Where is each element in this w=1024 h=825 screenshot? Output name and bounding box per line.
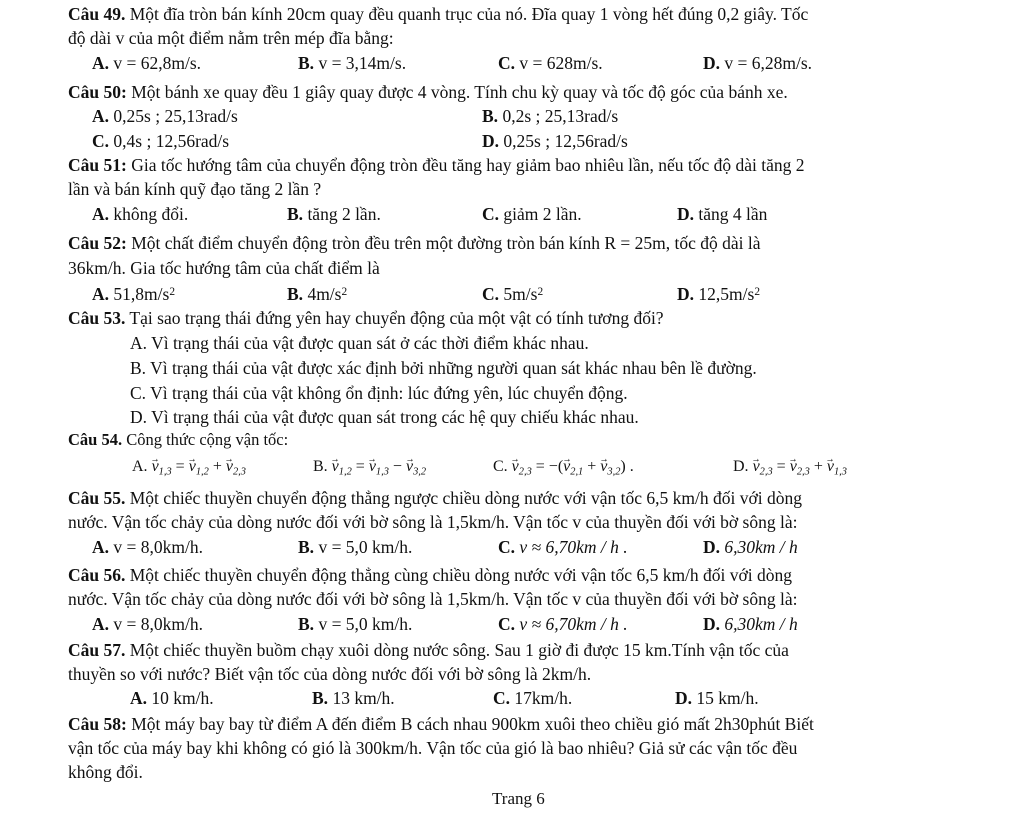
q54-option-c: C. → $v_{2,3}$ = −(→ $v_{2,1}$ + → $v_{3,2}$) .: [493, 456, 634, 484]
question-56-stem: Câu 56. Một chiếc thuyền chuyển động thẳng cùng chiều dòng nước với vận tốc 6,5 km/h đối với dòng: [68, 565, 793, 585]
q57-option-b: B. 13 km/h.: [312, 688, 395, 708]
question-57-stem: Câu 57. Một chiếc thuyền buồm chạy xuôi dòng nước sông. Sau 1 giờ đi được 15 km.Tính vận tốc của: [68, 640, 789, 660]
q53-option-a: A. Vì trạng thái của vật được quan sát ở các thời điểm khác nhau.: [130, 333, 589, 353]
question-50-stem: Câu 50: Một bánh xe quay đều 1 giây quay được 4 vòng. Tính chu kỳ quay và tốc độ góc của bánh xe.: [68, 82, 788, 102]
question-51-stem-cont: lần và bán kính quỹ đạo tăng 2 lần ?: [68, 179, 322, 199]
question-58-stem: Câu 58: Một máy bay bay từ điểm A đến điểm B cách nhau 900km xuôi theo chiều gió mất 2h30phút Biết: [68, 714, 814, 734]
question-55-stem: Câu 55. Một chiếc thuyền chuyển động thẳng ngược chiều dòng nước với vận tốc 6,5 km/h đối với dòng: [68, 488, 803, 508]
q57-option-d: D. 15 km/h.: [675, 688, 759, 708]
q49-option-d: D. v = 6,28m/s.: [703, 53, 813, 73]
question-52-stem: Câu 52: Một chất điểm chuyển động tròn đều trên một đường tròn bán kính R = 25m, tốc độ dài là: [68, 233, 761, 253]
q52-option-b: B. $4m/s^2$: [287, 284, 348, 305]
q54-option-b: B. → $v_{1,2}$ = → $v_{1,3}$ − → $v_{3,2}$: [313, 456, 426, 484]
q50-option-a: A. 0,25s ; 25,13rad/s: [92, 106, 238, 126]
q55-option-b: B. v = 5,0 km/h.: [298, 537, 413, 557]
q53-option-d: D. Vì trạng thái của vật được quan sát trong các hệ quy chiếu khác nhau.: [130, 407, 639, 427]
q51-option-a: A. không đổi.: [92, 204, 189, 224]
question-57-stem-cont: thuyền so với nước? Biết vận tốc của dòng nước đối với bờ sông là 2km/h.: [68, 664, 592, 684]
q55-option-c: C. v ≈ 6,70km / h .: [498, 537, 628, 557]
question-49-stem: Câu 49. Một đĩa tròn bán kính 20cm quay đều quanh trục của nó. Đĩa quay 1 vòng hết đúng 0,2 giây. Tốc: [68, 4, 809, 24]
question-52-stem-cont: 36km/h. Gia tốc hướng tâm của chất điểm là: [68, 258, 380, 278]
q50-option-d: D. 0,25s ; 12,56rad/s: [482, 131, 628, 151]
q52-option-d: D. $12,5m/s^2$: [677, 284, 760, 305]
question-56-stem-cont: nước. Vận tốc chảy của dòng nước đối với bờ sông là 1,5km/h. Vận tốc v của thuyền đối với bờ sông là:: [68, 589, 798, 609]
question-54-stem: Câu 54. Công thức cộng vận tốc:: [68, 430, 289, 449]
question-58-stem-cont: vận tốc của máy bay khi không có gió là 300km/h. Vận tốc của gió là bao nhiêu? Giả sử các vận tốc đều: [68, 738, 798, 758]
q51-option-d: D. tăng 4 lần: [677, 204, 768, 224]
q52-option-c: C. $5m/s^2$: [482, 284, 544, 305]
q51-option-b: B. tăng 2 lần.: [287, 204, 381, 224]
q52-option-a: A. $51,8m/s^2$: [92, 284, 175, 305]
q49-option-a: A. v = 62,8m/s.: [92, 53, 202, 73]
q57-option-a: A. 10 km/h.: [130, 688, 214, 708]
question-58-stem-cont-2: không đổi.: [68, 762, 143, 782]
q56-option-c: C. v ≈ 6,70km / h .: [498, 614, 628, 634]
q54-option-d: D. → $v_{2,3}$ = → $v_{2,3}$ + → $v_{1,3}$: [733, 456, 847, 484]
question-55-stem-cont: nước. Vận tốc chảy của dòng nước đối với bờ sông là 1,5km/h. Vận tốc v của thuyền đối với bờ sông là:: [68, 512, 798, 532]
q49-option-b: B. v = 3,14m/s.: [298, 53, 407, 73]
question-53-stem: Câu 53. Tại sao trạng thái đứng yên hay chuyển động của một vật có tính tương đối?: [68, 308, 664, 328]
q56-option-a: A. v = 8,0km/h.: [92, 614, 203, 634]
q54-option-a: A. → $v_{1,3}$ = → $v_{1,2}$ + → $v_{2,3}$: [132, 456, 246, 484]
q55-option-d: D. 6,30km / h: [703, 537, 798, 557]
q56-option-d: D. 6,30km / h: [703, 614, 798, 634]
q51-option-c: C. giảm 2 lần.: [482, 204, 582, 224]
q57-option-c: C. 17km/h.: [493, 688, 573, 708]
q53-option-c: C. Vì trạng thái của vật không ổn định: lúc đứng yên, lúc chuyển động.: [130, 383, 628, 403]
question-51-stem: Câu 51: Gia tốc hướng tâm của chuyển động tròn đều tăng hay giảm bao nhiêu lần, nếu tốc độ dài tăng 2: [68, 155, 805, 175]
q53-option-b: B. Vì trạng thái của vật được xác định bởi những người quan sát khác nhau bên lề đường.: [130, 358, 757, 378]
q50-option-b: B. 0,2s ; 25,13rad/s: [482, 106, 619, 126]
q56-option-b: B. v = 5,0 km/h.: [298, 614, 413, 634]
q49-option-c: C. v = 628m/s.: [498, 53, 603, 73]
q50-option-c: C. 0,4s ; 12,56rad/s: [92, 131, 230, 151]
question-49-stem-cont: độ dài v của một điểm nằm trên mép đĩa bằng:: [68, 28, 394, 48]
page-number: Trang 6: [492, 789, 545, 808]
q55-option-a: A. v = 8,0km/h.: [92, 537, 203, 557]
